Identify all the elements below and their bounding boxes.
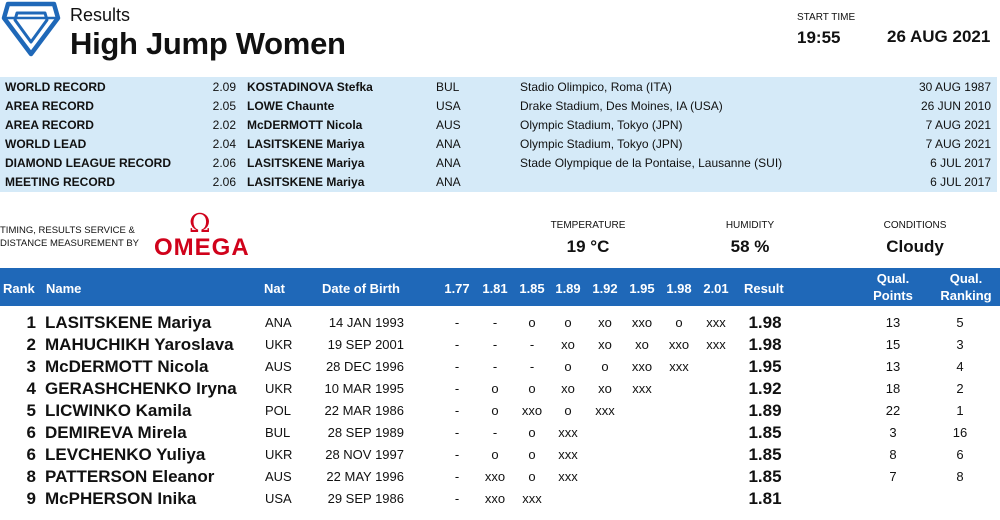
attempt-cell: - bbox=[529, 337, 535, 352]
attempt-cell: xxo bbox=[521, 403, 543, 418]
omega-logo bbox=[152, 209, 252, 261]
rank-cell: 3 bbox=[26, 357, 36, 376]
attempt-cell: - bbox=[454, 381, 460, 396]
results-table-header bbox=[0, 268, 1000, 306]
record-mark: 2.05 bbox=[212, 99, 236, 113]
record-name: AREA RECORD bbox=[5, 118, 94, 132]
result-cell: 1.89 bbox=[748, 401, 782, 420]
omega-wordmark: OMEGA bbox=[154, 234, 250, 261]
nat-cell: UKR bbox=[265, 447, 293, 462]
attempt-cell: - bbox=[454, 425, 460, 440]
athlete-name-cell: LEVCHENKO Yuliya bbox=[45, 445, 206, 464]
qual-points-cell: 7 bbox=[889, 469, 897, 484]
table-row bbox=[0, 466, 1000, 488]
record-name: WORLD LEAD bbox=[5, 137, 87, 151]
dob-cell: 22 MAY 1996 bbox=[326, 469, 404, 484]
event-title: High Jump Women bbox=[70, 26, 346, 61]
qual-ranking-cell: 4 bbox=[956, 359, 964, 374]
qual-points-cell: 15 bbox=[885, 337, 901, 352]
qual-ranking-cell: 6 bbox=[956, 447, 964, 462]
conditions-block bbox=[870, 220, 960, 257]
record-venue: Olympic Stadium, Tokyo (JPN) bbox=[520, 118, 683, 132]
attempt-cell: - bbox=[454, 315, 460, 330]
attempt-cell: o bbox=[491, 447, 499, 462]
attempt-cell: - bbox=[529, 359, 535, 374]
qual-ranking-cell: 1 bbox=[956, 403, 964, 418]
result-cell: 1.95 bbox=[748, 357, 782, 376]
timing-credit-line1: TIMING, RESULTS SERVICE & bbox=[0, 225, 135, 236]
record-venue: Drake Stadium, Des Moines, IA (USA) bbox=[520, 99, 723, 113]
attempt-cell: - bbox=[492, 337, 498, 352]
attempt-cell: xxx bbox=[706, 315, 726, 330]
record-nat: ANA bbox=[436, 137, 461, 151]
athlete-name-cell: MAHUCHIKH Yaroslava bbox=[45, 335, 234, 354]
table-row bbox=[0, 378, 1000, 400]
col-height-header: 1.98 bbox=[666, 281, 692, 296]
results-subtitle: Results bbox=[70, 5, 131, 25]
conditions-value: Cloudy bbox=[886, 237, 944, 256]
attempt-cell: xxo bbox=[484, 469, 506, 484]
table-row bbox=[0, 356, 1000, 378]
record-date: 26 JUN 2010 bbox=[920, 99, 991, 113]
record-athlete: LASITSKENE Mariya bbox=[247, 156, 365, 170]
col-height-header: 1.85 bbox=[519, 281, 545, 296]
nat-cell: UKR bbox=[265, 337, 293, 352]
attempt-cell: - bbox=[454, 337, 460, 352]
nat-cell: AUS bbox=[265, 469, 292, 484]
attempt-cell: xo bbox=[561, 381, 575, 396]
attempt-cell: - bbox=[492, 315, 498, 330]
nat-cell: UKR bbox=[265, 381, 293, 396]
attempt-cell: o bbox=[675, 315, 683, 330]
record-mark: 2.04 bbox=[212, 137, 236, 151]
attempt-cell: - bbox=[454, 447, 460, 462]
attempt-cell: o bbox=[491, 381, 499, 396]
qual-ranking-cell: 3 bbox=[956, 337, 964, 352]
dob-cell: 28 DEC 1996 bbox=[325, 359, 404, 374]
result-cell: 1.85 bbox=[748, 445, 782, 464]
omega-symbol-icon: Ω bbox=[189, 209, 211, 239]
attempt-cell: o bbox=[528, 315, 536, 330]
rank-cell: 6 bbox=[26, 445, 36, 464]
attempt-cell: xxx bbox=[669, 359, 689, 374]
attempt-cell: xo bbox=[598, 315, 612, 330]
rank-cell: 5 bbox=[26, 401, 36, 420]
attempt-cell: xxx bbox=[522, 491, 542, 506]
record-athlete: KOSTADINOVA Stefka bbox=[247, 80, 373, 94]
athlete-name-cell: LASITSKENE Mariya bbox=[45, 313, 212, 332]
record-athlete: LOWE Chaunte bbox=[247, 99, 335, 113]
qual-ranking-cell: 5 bbox=[956, 315, 964, 330]
record-mark: 2.06 bbox=[212, 175, 236, 189]
attempt-cell: xo bbox=[598, 381, 612, 396]
attempt-cell: xxx bbox=[558, 469, 578, 484]
record-row bbox=[0, 96, 997, 115]
athlete-name-cell: LICWINKO Kamila bbox=[45, 401, 192, 420]
humidity-value: 58 % bbox=[730, 237, 770, 256]
dob-cell: 22 MAR 1986 bbox=[324, 403, 404, 418]
attempt-cell: xxo bbox=[631, 359, 653, 374]
qual-points-cell: 13 bbox=[885, 359, 901, 374]
dob-cell: 29 SEP 1986 bbox=[327, 491, 404, 506]
record-date: 30 AUG 1987 bbox=[918, 80, 991, 94]
record-mark: 2.02 bbox=[212, 118, 236, 132]
record-mark: 2.09 bbox=[212, 80, 236, 94]
table-row bbox=[0, 444, 1000, 466]
attempt-cell: - bbox=[492, 425, 498, 440]
dob-cell: 28 SEP 1989 bbox=[327, 425, 404, 440]
col-qual-points-header: Qual. bbox=[876, 271, 910, 286]
rank-cell: 9 bbox=[26, 489, 36, 508]
result-cell: 1.85 bbox=[748, 423, 782, 442]
dob-cell: 28 NOV 1997 bbox=[325, 447, 404, 462]
attempt-cell: xxx bbox=[706, 337, 726, 352]
attempt-cell: o bbox=[528, 381, 536, 396]
record-nat: ANA bbox=[436, 156, 461, 170]
attempt-cell: xxx bbox=[595, 403, 615, 418]
attempt-cell: - bbox=[454, 491, 460, 506]
attempt-cell: o bbox=[564, 315, 572, 330]
timing-credit-line2: DISTANCE MEASUREMENT BY bbox=[0, 238, 140, 249]
col-qual-points-header-sub: Points bbox=[873, 288, 913, 303]
page-header bbox=[0, 0, 1000, 76]
dob-cell: 19 SEP 2001 bbox=[327, 337, 404, 352]
result-cell: 1.92 bbox=[748, 379, 782, 398]
records-panel bbox=[0, 77, 997, 192]
record-athlete: LASITSKENE Mariya bbox=[247, 137, 365, 151]
attempt-cell: - bbox=[454, 359, 460, 374]
record-nat: ANA bbox=[436, 175, 461, 189]
attempt-cell: o bbox=[528, 425, 536, 440]
timing-credit bbox=[0, 224, 139, 250]
diamond-league-logo-icon bbox=[0, 0, 62, 58]
attempt-cell: xo bbox=[635, 337, 649, 352]
table-row bbox=[0, 400, 1000, 422]
attempt-cell: xxx bbox=[558, 425, 578, 440]
record-row bbox=[0, 77, 997, 96]
start-time: 19:55 bbox=[797, 28, 841, 47]
qual-points-cell: 13 bbox=[885, 315, 901, 330]
result-cell: 1.98 bbox=[748, 313, 782, 332]
col-dob-header: Date of Birth bbox=[322, 281, 400, 296]
col-qual-ranking-header: Qual. bbox=[949, 271, 983, 286]
athlete-name-cell: GERASHCHENKO Iryna bbox=[45, 379, 237, 398]
record-venue: Stadio Olimpico, Roma (ITA) bbox=[520, 80, 672, 94]
nat-cell: BUL bbox=[265, 425, 291, 440]
attempt-cell: xo bbox=[561, 337, 575, 352]
rank-cell: 4 bbox=[26, 379, 36, 398]
qual-points-cell: 22 bbox=[885, 403, 901, 418]
attempt-cell: - bbox=[454, 403, 460, 418]
table-row bbox=[0, 488, 1000, 510]
col-height-header: 1.81 bbox=[482, 281, 508, 296]
humidity-label: HUMIDITY bbox=[725, 220, 775, 231]
rank-cell: 1 bbox=[26, 313, 36, 332]
record-athlete: LASITSKENE Mariya bbox=[247, 175, 365, 189]
record-row bbox=[0, 153, 997, 172]
table-row bbox=[0, 334, 1000, 356]
rank-cell: 6 bbox=[26, 423, 36, 442]
event-date: 26 AUG 2021 bbox=[887, 27, 991, 46]
humidity-block bbox=[710, 220, 790, 257]
temperature-label: TEMPERATURE bbox=[550, 220, 626, 231]
record-date: 6 JUL 2017 bbox=[930, 175, 991, 189]
qual-ranking-cell: 8 bbox=[956, 469, 964, 484]
attempt-cell: o bbox=[564, 403, 572, 418]
record-name: DIAMOND LEAGUE RECORD bbox=[5, 156, 172, 170]
col-height-header: 2.01 bbox=[703, 281, 729, 296]
athlete-name-cell: McDERMOTT Nicola bbox=[45, 357, 209, 376]
rank-cell: 8 bbox=[26, 467, 36, 486]
record-mark: 2.06 bbox=[212, 156, 236, 170]
nat-cell: POL bbox=[265, 403, 292, 418]
record-date: 7 AUG 2021 bbox=[925, 137, 991, 151]
record-name: WORLD RECORD bbox=[5, 80, 106, 94]
athlete-name-cell: McPHERSON Inika bbox=[45, 489, 197, 508]
record-date: 6 JUL 2017 bbox=[930, 156, 991, 170]
qual-points-cell: 18 bbox=[885, 381, 901, 396]
col-height-header: 1.92 bbox=[592, 281, 618, 296]
record-nat: AUS bbox=[436, 118, 461, 132]
qual-ranking-cell: 2 bbox=[956, 381, 964, 396]
attempt-cell: xxo bbox=[631, 315, 653, 330]
record-date: 7 AUG 2021 bbox=[925, 118, 991, 132]
start-time-label: START TIME bbox=[797, 12, 856, 23]
temperature-value: 19 °C bbox=[566, 237, 610, 256]
record-row bbox=[0, 115, 997, 134]
col-nat-header: Nat bbox=[264, 281, 285, 296]
nat-cell: ANA bbox=[265, 315, 292, 330]
nat-cell: USA bbox=[265, 491, 292, 506]
attempt-cell: o bbox=[601, 359, 609, 374]
attempt-cell: - bbox=[492, 359, 498, 374]
col-height-header: 1.77 bbox=[444, 281, 470, 296]
col-rank-header: Rank bbox=[3, 281, 35, 296]
attempt-cell: o bbox=[528, 447, 536, 462]
record-athlete: McDERMOTT Nicola bbox=[247, 118, 363, 132]
dob-cell: 14 JAN 1993 bbox=[328, 315, 404, 330]
attempt-cell: xxx bbox=[558, 447, 578, 462]
record-name: AREA RECORD bbox=[5, 99, 94, 113]
col-result-header: Result bbox=[744, 281, 784, 296]
table-row bbox=[0, 422, 1000, 444]
record-name: MEETING RECORD bbox=[5, 175, 116, 189]
record-row bbox=[0, 134, 997, 153]
col-qual-ranking-header-sub: Ranking bbox=[940, 288, 992, 303]
col-height-header: 1.89 bbox=[555, 281, 581, 296]
qual-points-cell: 3 bbox=[889, 425, 897, 440]
nat-cell: AUS bbox=[265, 359, 292, 374]
record-row bbox=[0, 172, 997, 191]
result-cell: 1.85 bbox=[748, 467, 782, 486]
record-nat: USA bbox=[436, 99, 461, 113]
table-row bbox=[0, 312, 1000, 334]
attempt-cell: xxo bbox=[668, 337, 690, 352]
attempt-cell: - bbox=[454, 469, 460, 484]
dob-cell: 10 MAR 1995 bbox=[324, 381, 404, 396]
result-cell: 1.81 bbox=[748, 489, 782, 508]
temperature-block bbox=[538, 220, 638, 257]
col-name-header: Name bbox=[46, 281, 82, 296]
athlete-name-cell: PATTERSON Eleanor bbox=[45, 467, 215, 486]
attempt-cell: o bbox=[528, 469, 536, 484]
qual-points-cell: 8 bbox=[889, 447, 897, 462]
record-venue: Olympic Stadium, Tokyo (JPN) bbox=[520, 137, 683, 151]
result-cell: 1.98 bbox=[748, 335, 782, 354]
attempt-cell: xxx bbox=[632, 381, 652, 396]
athlete-name-cell: DEMIREVA Mirela bbox=[45, 423, 187, 442]
attempt-cell: o bbox=[564, 359, 572, 374]
rank-cell: 2 bbox=[26, 335, 36, 354]
col-height-header: 1.95 bbox=[629, 281, 655, 296]
attempt-cell: o bbox=[491, 403, 499, 418]
record-venue: Stade Olympique de la Pontaise, Lausanne (SUI) bbox=[520, 156, 783, 170]
attempt-cell: xxo bbox=[484, 491, 506, 506]
conditions-label: CONDITIONS bbox=[883, 220, 947, 231]
attempt-cell: xo bbox=[598, 337, 612, 352]
qual-ranking-cell: 16 bbox=[952, 425, 968, 440]
record-nat: BUL bbox=[436, 80, 460, 94]
